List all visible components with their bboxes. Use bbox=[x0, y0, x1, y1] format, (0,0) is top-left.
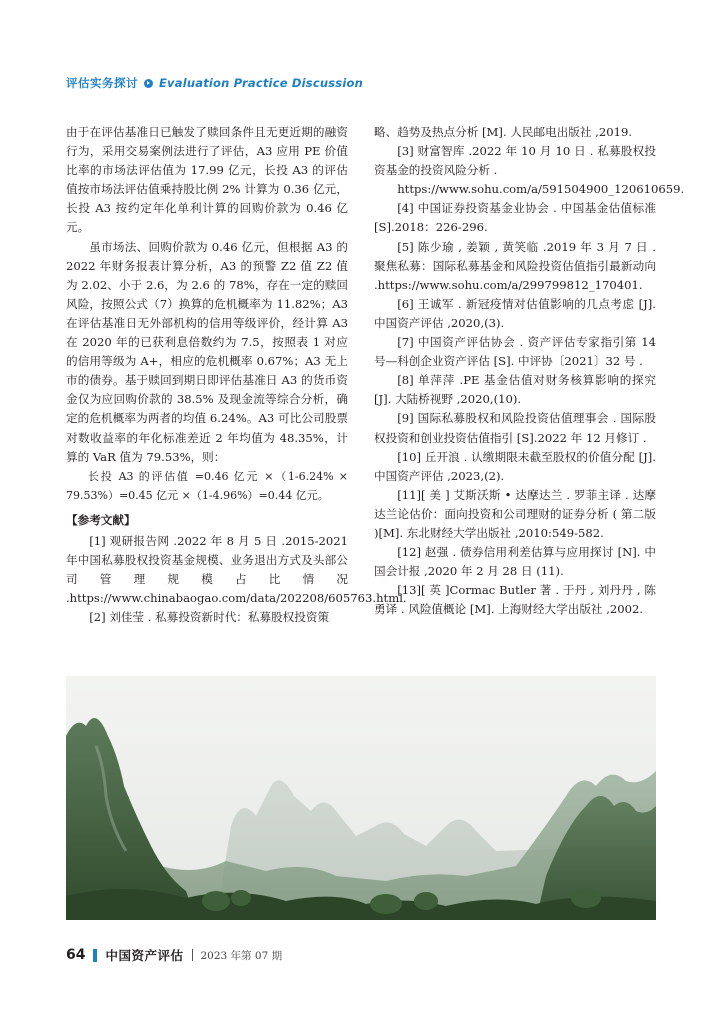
issue-number: 2023 年第 07 期 bbox=[200, 949, 283, 962]
reference-item: [9] 国际私募股权和风险投资估值理事会 . 国际股权投资和创业投资估值指引 [S].2022 年 12 月修订 . bbox=[374, 411, 656, 445]
reference-item: [12] 赵强 . 债券信用利差估算与应用探讨 [N]. 中国会计报 ,2020 年 2 月 28 日 (11). bbox=[374, 545, 656, 579]
reference-item: [7] 中国资产评估协会 . 资产评估专家指引第 14 号—科创企业资产评估 [S]. 中评协〔2021〕32 号 . bbox=[374, 335, 656, 369]
reference-item: [11][ 美 ] 艾斯沃斯 • 达摩达兰 . 罗菲主译 . 达摩达兰论估价：面向投资和公司理财的证券分析 ( 第二版 )[M]. 东北财经大学出版社 ,2010:549-582. bbox=[374, 487, 656, 540]
body-paragraph-1: 由于在评估基准日已触发了赎回条件且无更近期的融资行为，采用交易案例法进行了评估，A3 应用 PE 价值比率的市场法评估值为 17.99 亿元，长投 A3 的评估值按市场法评估值乘持股比例 2% 计算为 0.36 亿元，长投 A3 按约定年化单利计算的回购价款为 0.46 亿元。 bbox=[66, 125, 348, 235]
reference-item: [2] 刘佳莹 . 私募投资新时代：私募股权投资策 bbox=[89, 610, 330, 625]
references-heading: 【参考文献】 bbox=[66, 512, 136, 527]
reference-item: [6] 王诚军 . 新冠疫情对估值影响的几点考虑 [J]. 中国资产评估 ,2020,(3). bbox=[374, 296, 656, 330]
reference-item: [3] 财富智库 .2022 年 10 月 10 日 . 私募股权投资基金的投资风险分析 . bbox=[374, 144, 656, 178]
reference-continuation: 略、趋势及热点分析 [M]. 人民邮电出版社 ,2019. bbox=[374, 125, 633, 139]
reference-item: [8] 单萍萍 .PE 基金估值对财务核算影响的探究 [J]. 大陆桥视野 ,2020,(10). bbox=[374, 373, 656, 407]
journal-name: 中国资产评估 bbox=[105, 948, 184, 963]
page-footer bbox=[66, 946, 282, 964]
reference-item: [5] 陈少瑜 , 姜颖 , 黄笑临 .2019 年 3 月 7 日 . 聚焦私募：国际私募基金和风险投资估值指引最新动向 .https://www.sohu.com/a/299799812_170401. bbox=[374, 239, 656, 292]
reference-url: https://www.sohu.com/a/591504900_120610659. bbox=[397, 182, 685, 197]
reference-item: [13][ 英 ]Cormac Butler 著 . 于丹 , 刘丹丹 , 陈勇译 . 风险值概论 [M]. 上海财经大学出版社 ,2002. bbox=[374, 583, 656, 617]
right-column bbox=[374, 123, 685, 619]
reference-item: [1] 观研报告网 .2022 年 8 月 5 日 .2015-2021 年中国私募股权投资基金规模、业务退出方式及头部公司管理规模占比情况 .https://www.chinabaogao.com/data/202208/605763.html. bbox=[66, 533, 407, 606]
reference-item: [10] 丘开浪 . 认缴期限未截至股权的价值分配 [J]. 中国资产评估 ,2023,(2). bbox=[374, 449, 656, 483]
reference-item: [4] 中国证券投资基金业协会 . 中国基金估值标准 [S].2018：226-296. bbox=[374, 201, 656, 235]
footer-accent-bar bbox=[93, 949, 97, 962]
valuation-formula: 长投 A3 的评估值 =0.46 亿元 ×（1-6.24% × 79.53%）=0.45 亿元 ×（1-4.96%）=0.44 亿元。 bbox=[66, 469, 348, 502]
footer-divider bbox=[192, 949, 193, 961]
play-circle-icon bbox=[144, 79, 153, 88]
page-number: 64 bbox=[66, 947, 86, 963]
body-paragraph-2: 虽市场法、回购价款为 0.46 亿元，但根据 A3 的 2022 年财务报表计算分析，A3 的预警 Z2 值 Z2 值为 2.02、小于 2.6，为 2.6 的 78%，存在一定的赎回风险，按照公式（7）换算的危机概率为 11.82%；A3 在评估基准日无外部机构的信用等级评价，经计算 A3 在 2020 年的已获利息倍数约为 7.5，按照表 1 对应的信用等级为 A+，相应的危机概率 0.67%；A3 无上市的债券。基于赎回到期日即评估基准日 A3 的货币资金仅为应回购价款的 38.5% 及现金流等综合分析，确定的危机概率为两者的均值 6.24%。A3 可比公司股票对数收益率的年化标准差近 2 年均值为 48.35%，计算的 VaR 值为 79.53%，则： bbox=[66, 239, 348, 464]
landscape-photo bbox=[66, 676, 656, 920]
section-title-cn: 评估实务探讨 bbox=[66, 76, 138, 90]
left-column bbox=[66, 123, 407, 627]
section-title-en: Evaluation Practice Discussion bbox=[159, 76, 363, 90]
running-header bbox=[66, 74, 363, 92]
